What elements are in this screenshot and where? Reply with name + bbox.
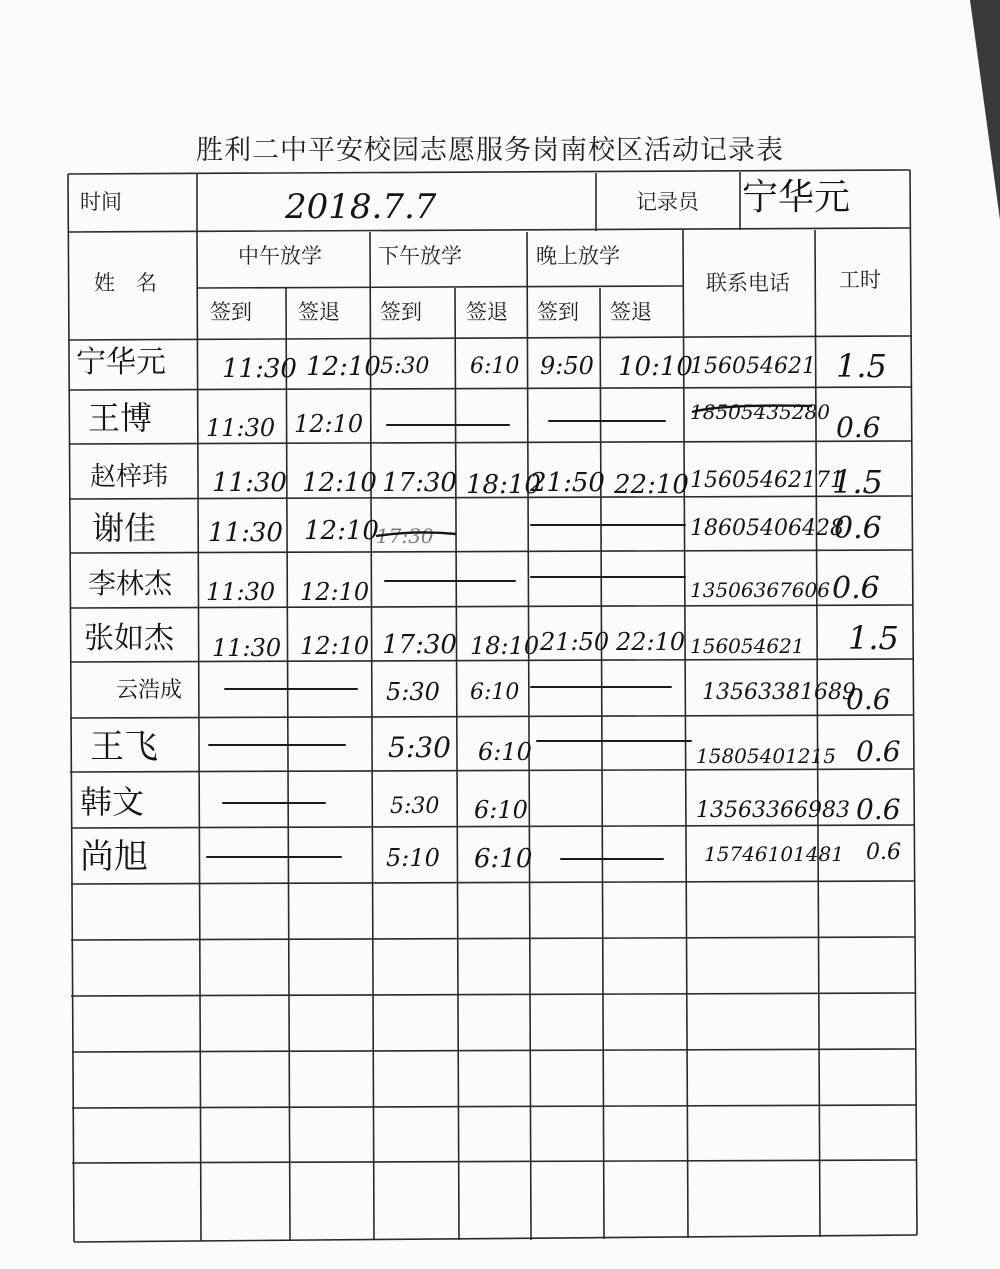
row-5-hours: 0.6	[832, 571, 880, 606]
row-7-pm-in: 5:30	[386, 678, 440, 706]
row-5-noon-out: 12:10	[300, 578, 370, 606]
row-6-hours: 1.5	[848, 619, 899, 657]
row-1-pm-out: 6:10	[470, 354, 520, 379]
pm-sign-in-header: 签到	[380, 300, 422, 324]
row-8-pm-out: 6:10	[478, 738, 532, 766]
row-5-name: 李林杰	[88, 567, 173, 600]
row-6-noon-out: 12:10	[300, 632, 370, 660]
row-5-noon-in: 11:30	[206, 578, 276, 606]
row-4-hours: 0.6	[834, 511, 882, 546]
row-6-ev-in: 21:50	[540, 628, 610, 656]
noon-sign-out-header: 签退	[298, 300, 340, 324]
row-9-phone: 13563366983	[696, 798, 850, 823]
row-10-pm-out: 6:10	[474, 844, 533, 874]
row-2-name: 王博	[88, 399, 153, 437]
row-10-phone: 15746101481	[704, 842, 844, 866]
row-8-phone: 15805401215	[696, 744, 836, 768]
row-9-noon-blank	[222, 802, 326, 804]
row-10-name: 尚旭	[80, 837, 148, 877]
row-9-pm-in: 5:30	[390, 794, 440, 819]
row-10-ev-blank	[560, 858, 664, 860]
recorder-label: 记录员	[636, 190, 699, 214]
row-8-hours: 0.6	[856, 735, 901, 768]
row-10-hours: 0.6	[866, 840, 901, 865]
row-7-pm-out: 6:10	[470, 680, 520, 705]
row-2-noon-in: 11:30	[206, 414, 276, 442]
row-6-pm-in: 17:30	[382, 630, 457, 660]
row-3-pm-out: 18:10	[466, 470, 541, 500]
row-9-hours: 0.6	[856, 793, 901, 826]
column-noon: 中午放学	[238, 244, 322, 268]
row-8-noon-blank	[208, 744, 346, 746]
row-3-noon-in: 11:30	[212, 468, 287, 498]
row-6-name: 张如杰	[84, 621, 174, 656]
column-name: 姓 名	[94, 271, 157, 295]
row-5-pm-blank	[384, 580, 516, 582]
column-hours: 工时	[839, 268, 881, 292]
row-3-pm-in: 17:30	[382, 468, 457, 498]
row-3-noon-out: 12:10	[302, 468, 377, 498]
row-9-name: 韩文	[80, 783, 145, 821]
row-7-noon-blank	[224, 688, 358, 690]
row-1-noon-in: 11:30	[222, 354, 297, 384]
recorder-name: 宁华元	[742, 177, 851, 218]
row-3-ev-out: 22:10	[614, 470, 689, 500]
row-2-pm-blank	[386, 424, 510, 426]
row-1-hours: 1.5	[836, 347, 887, 385]
row-5-phone: 13506367606	[690, 578, 830, 602]
row-4-noon-out: 12:10	[304, 516, 379, 546]
row-3-phone: 15605462171	[690, 468, 844, 493]
row-2-hours: 0.6	[836, 411, 881, 444]
row-6-phone: 156054621	[690, 634, 805, 658]
column-phone: 联系电话	[706, 271, 790, 295]
row-7-ev-blank	[530, 686, 672, 688]
row-2-noon-out: 12:10	[294, 410, 364, 438]
row-4-pm-in: 17:30	[376, 524, 434, 548]
ev-sign-out-header: 签退	[610, 300, 652, 324]
row-1-name: 宁华元	[76, 345, 166, 380]
record-date: 2018.7.7	[285, 187, 437, 227]
column-evening: 晚上放学	[536, 244, 620, 268]
column-afternoon: 下午放学	[378, 244, 462, 268]
row-1-pm-in: 5:30	[380, 354, 430, 379]
row-6-noon-in: 11:30	[212, 634, 282, 662]
row-3-ev-in: 21:50	[530, 468, 605, 498]
row-6-pm-out: 18:10	[470, 632, 540, 660]
row-1-ev-in: 9:50	[540, 352, 594, 380]
row-2-phone: 18505435280	[690, 400, 830, 424]
sheet-title: 胜利二中平安校园志愿服务岗南校区活动记录表	[196, 135, 784, 166]
row-8-pm-in: 5:30	[388, 731, 451, 764]
row-9-pm-out: 6:10	[474, 796, 528, 824]
row-4-ev-blank	[530, 524, 686, 526]
row-7-name: 云浩成	[116, 678, 183, 703]
pm-sign-out-header: 签退	[466, 300, 508, 324]
row-1-ev-out: 10:10	[618, 352, 693, 382]
row-8-ev-blank	[536, 740, 692, 742]
row-1-noon-out: 12:10	[306, 352, 381, 382]
row-1-phone: 156054621	[690, 354, 816, 379]
row-4-phone: 18605406428	[690, 516, 844, 541]
row-10-pm-in: 5:10	[386, 844, 440, 872]
row-7-phone: 13563381689	[702, 680, 856, 705]
row-2-ev-blank	[548, 420, 666, 422]
row-8-name: 王飞	[90, 727, 158, 767]
row-10-noon-blank	[206, 856, 342, 858]
row-4-noon-in: 11:30	[208, 518, 283, 548]
row-3-name: 赵梓玮	[90, 462, 169, 492]
row-5-ev-blank	[530, 576, 686, 578]
ev-sign-in-header: 签到	[537, 300, 579, 324]
row-7-hours: 0.6	[846, 683, 891, 716]
time-label: 时间	[80, 190, 122, 214]
row-6-ev-out: 22:10	[616, 628, 686, 656]
row-3-hours: 1.5	[832, 463, 883, 501]
noon-sign-in-header: 签到	[210, 300, 252, 324]
row-4-name: 谢佳	[92, 509, 157, 547]
